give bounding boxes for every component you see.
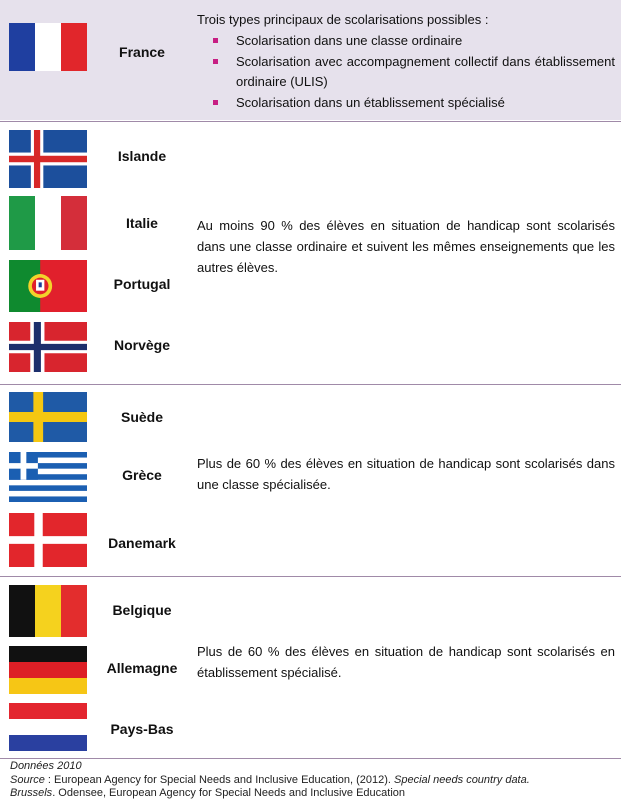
flag-portugal-icon bbox=[9, 260, 87, 312]
flag-greece-icon bbox=[9, 452, 87, 502]
footer-notes bbox=[10, 760, 620, 801]
list-item: Scolarisation dans un établissement spécialisé bbox=[212, 93, 615, 114]
country-belgium: Belgique bbox=[112, 602, 172, 618]
flag-italy-icon bbox=[9, 196, 87, 250]
france-list bbox=[212, 31, 615, 113]
list-item: Scolarisation dans une classe ordinaire bbox=[212, 31, 615, 52]
divider bbox=[0, 121, 621, 122]
flag-belgium-icon bbox=[9, 585, 87, 637]
flag-sweden-icon bbox=[9, 392, 87, 442]
country-france: France bbox=[119, 44, 165, 60]
group3-description: Plus de 60 % des élèves en situation de handicap sont scolarisés en établissement spécialisé. bbox=[197, 644, 615, 680]
flag-netherlands-icon bbox=[9, 703, 87, 751]
divider bbox=[0, 758, 621, 759]
country-netherlands: Pays-Bas bbox=[110, 721, 174, 737]
country-portugal: Portugal bbox=[113, 276, 171, 292]
bullet-icon bbox=[213, 59, 218, 64]
source-note-continued: Brussels. Odensee, European Agency for Special Needs and Inclusive Education bbox=[10, 787, 406, 799]
flag-germany-icon bbox=[9, 646, 87, 694]
data-year-note: Données 2010 bbox=[10, 760, 82, 772]
country-norway: Norvège bbox=[113, 337, 171, 353]
country-iceland: Islande bbox=[117, 148, 167, 164]
country-sweden: Suède bbox=[120, 409, 163, 425]
flag-france-icon bbox=[9, 23, 87, 71]
divider bbox=[0, 384, 621, 385]
flag-denmark-icon bbox=[9, 513, 87, 567]
france-intro: Trois types principaux de scolarisations possibles : bbox=[197, 12, 489, 27]
flag-norway-icon bbox=[9, 322, 87, 372]
bullet-icon bbox=[213, 38, 218, 43]
group2-description: Plus de 60 % des élèves en situation de handicap sont scolarisés dans une classe spécialisée. bbox=[197, 456, 615, 492]
country-greece: Grèce bbox=[122, 467, 162, 483]
group1-description: Au moins 90 % des élèves en situation de handicap sont scolarisés dans une classe ordinaire et suivent les mêmes enseignements que les autres élèves. bbox=[197, 218, 615, 275]
flag-iceland-icon bbox=[9, 130, 87, 188]
bullet-icon bbox=[213, 100, 218, 105]
source-note: Source : European Agency for Special Needs and Inclusive Education, (2012). Special needs country data. bbox=[10, 773, 530, 786]
list-item: Scolarisation avec accompagnement collectif dans établissement ordinaire (ULIS) bbox=[212, 52, 615, 93]
country-germany: Allemagne bbox=[106, 660, 178, 676]
divider bbox=[0, 576, 621, 577]
country-italy: Italie bbox=[126, 215, 158, 231]
country-denmark: Danemark bbox=[108, 535, 176, 551]
